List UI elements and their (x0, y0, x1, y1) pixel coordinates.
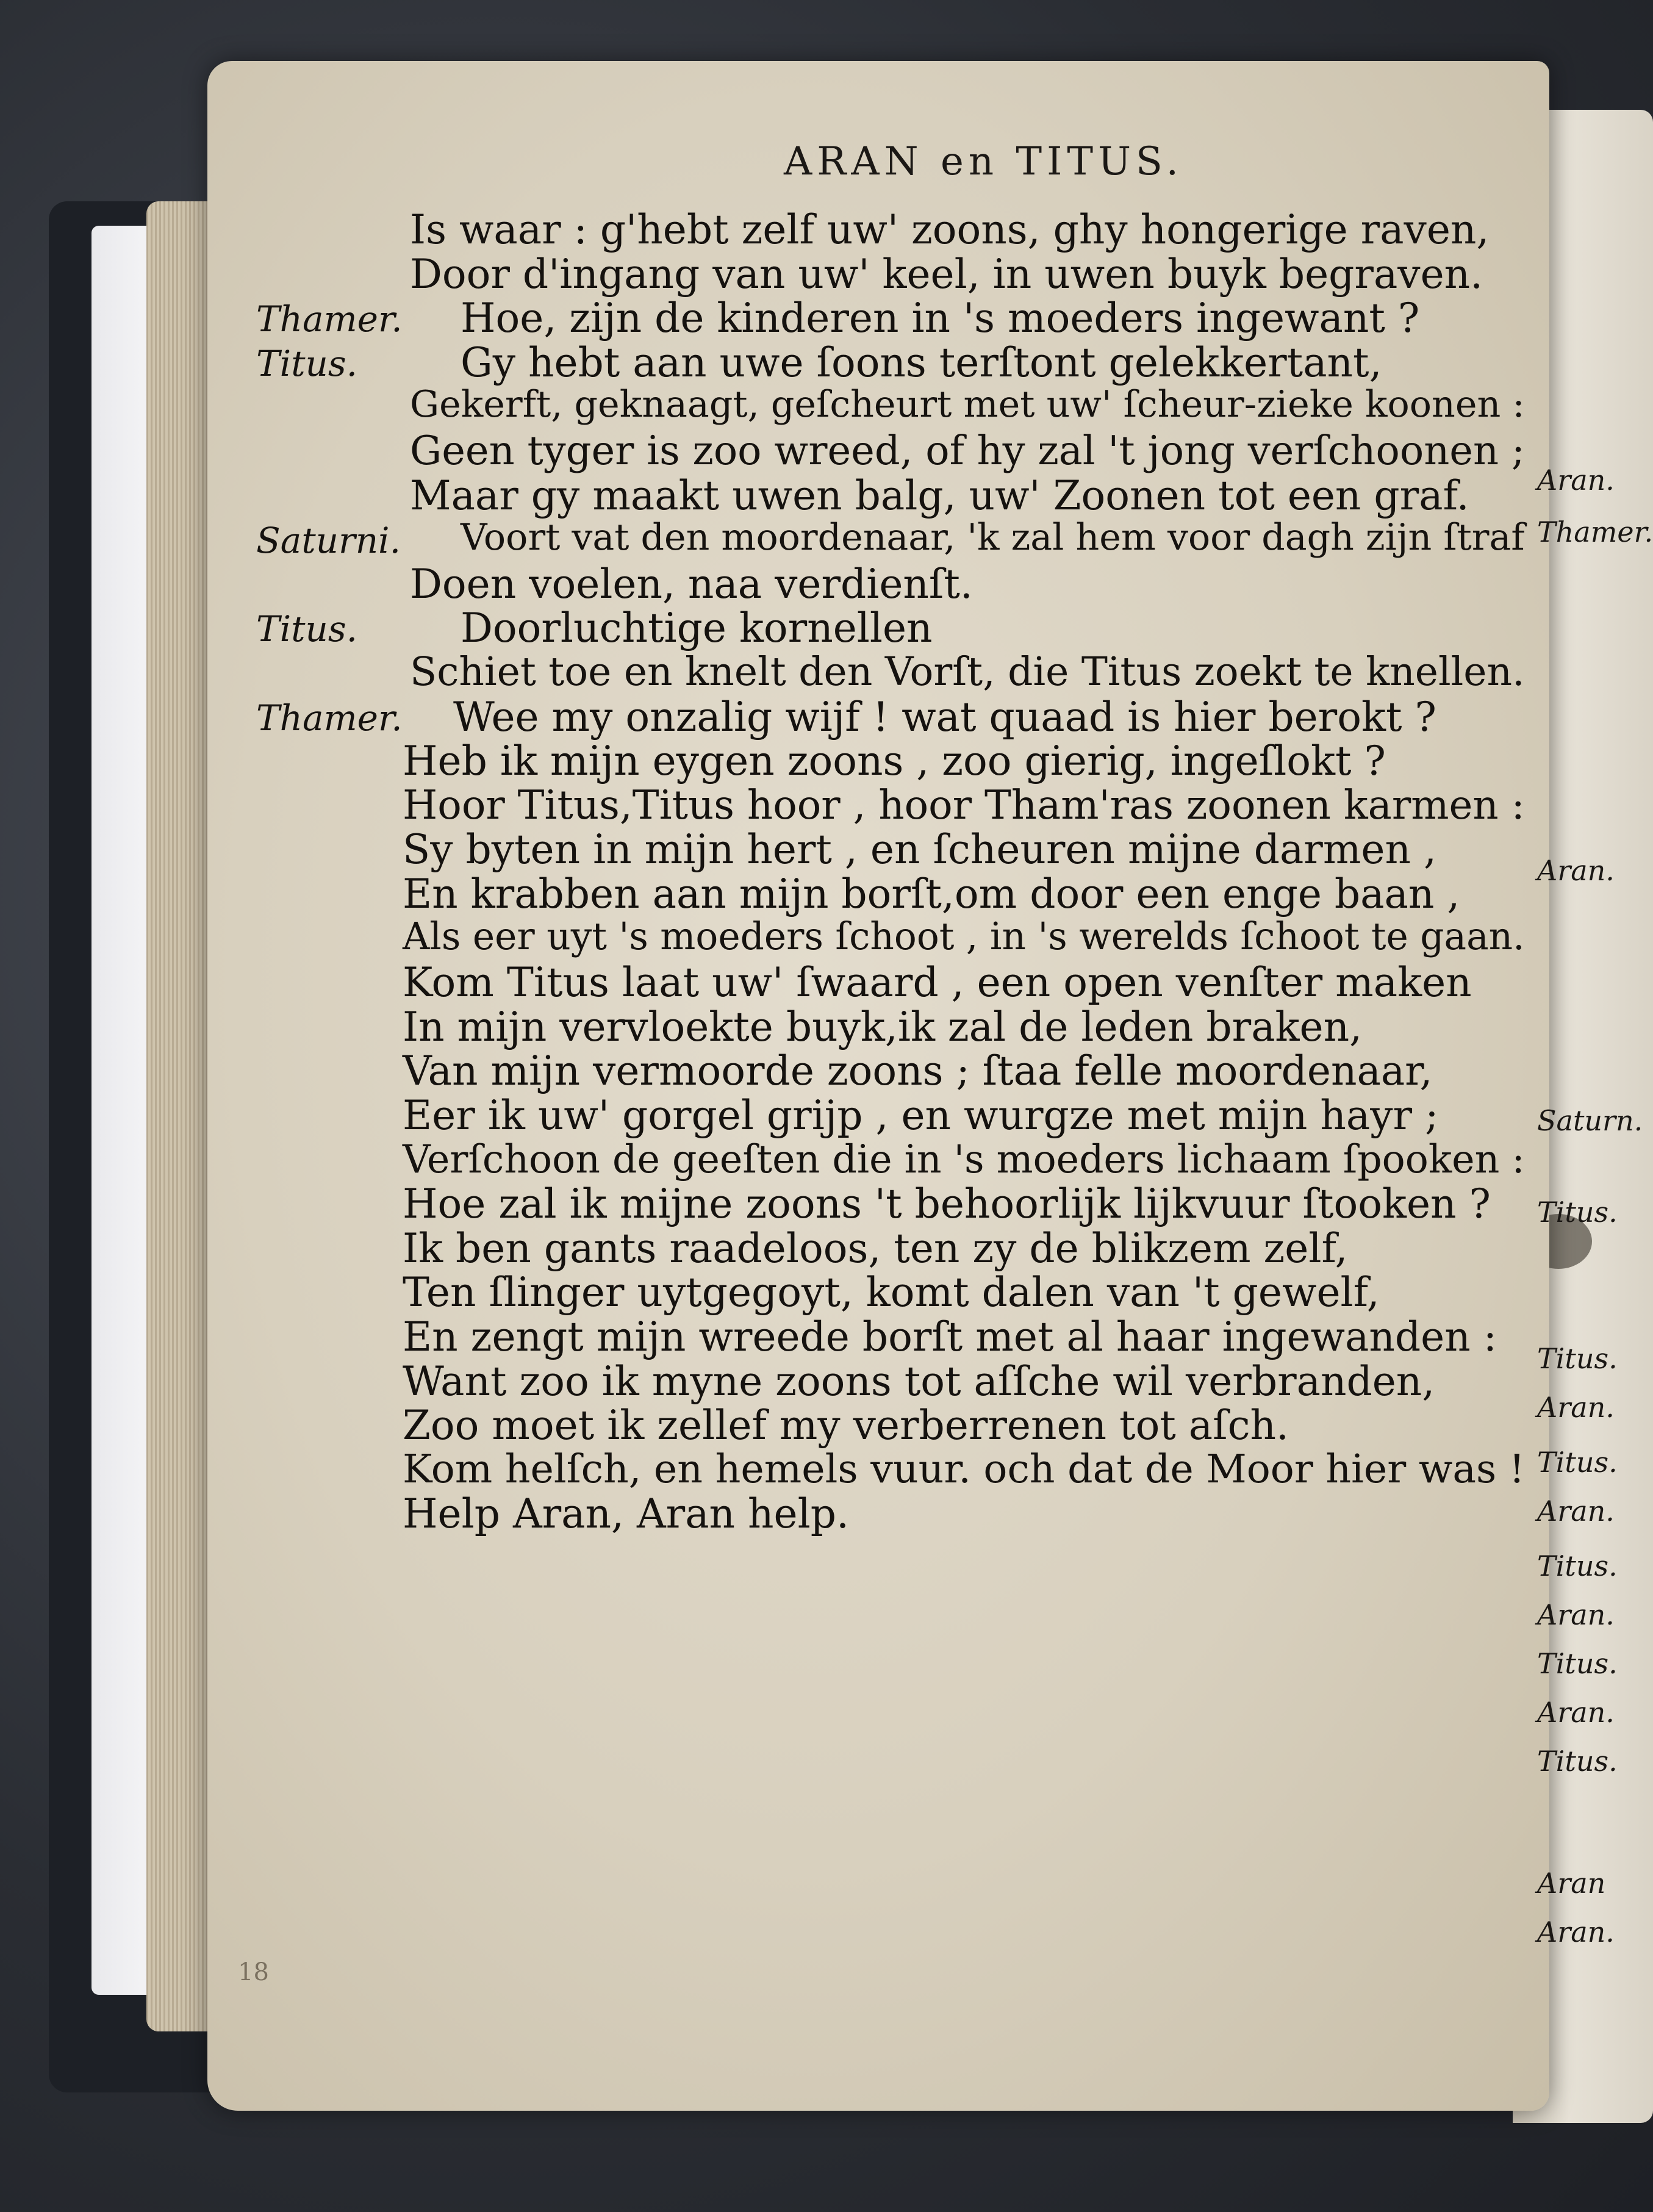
verse-line: Ik ben gants raadeloos, ten zy de blikzem zelf, (403, 1224, 1348, 1272)
speaker-label: Thamer. (256, 298, 403, 340)
next-page-label: Titus. (1537, 1446, 1618, 1479)
next-page-label: Aran (1537, 1867, 1606, 1900)
verse-line: Doen voelen, naa verdienſt. (410, 560, 973, 608)
verse-line: Sy byten in mijn hert , en ſcheuren mijne darmen , (403, 826, 1436, 874)
verse-line: Want zoo ik myne zoons tot aſſche wil verbranden, (403, 1357, 1435, 1405)
next-page-label: Titus. (1537, 1196, 1618, 1229)
verse-line: Door d'ingang van uw' keel, in uwen buyk begraven. (410, 250, 1483, 298)
verse-line: Ten ſlinger uytgegoyt, komt dalen van 't gewelf, (403, 1269, 1380, 1316)
verse-line: Maar gy maakt uwen balg, uw' Zoonen tot een graf. (410, 472, 1469, 519)
next-page-label: Titus. (1537, 1342, 1618, 1375)
verse-line: En zengt mijn wreede borſt met al haar ingewanden : (403, 1313, 1497, 1360)
next-page-label: Aran. (1537, 1598, 1615, 1631)
verse-line: Is waar : g'hebt zelf uw' zoons, ghy hongerige raven, (410, 206, 1490, 253)
next-page-label: Aran. (1537, 1696, 1615, 1729)
speaker-label: Thamer. (256, 697, 403, 739)
next-page-label: Titus. (1537, 1647, 1618, 1680)
verse-line: Hoe, zijn de kinderen in 's moeders ingewant ? (461, 295, 1420, 342)
verse-line: Zoo moet ik zellef my verberrenen tot aſch. (403, 1402, 1289, 1449)
verse-line: In mijn vervloekte buyk,ik zal de leden braken, (403, 1003, 1363, 1050)
verse-line: Gy hebt aan uwe ſoons terſtont gelekkertant, (461, 339, 1382, 386)
next-page-label: Aran. (1537, 1916, 1615, 1948)
next-page-label: Aran. (1537, 1495, 1615, 1528)
running-head: ARAN en TITUS. (784, 139, 1183, 184)
verse-line: Wee my onzalig wijf ! wat quaad is hier berokt ? (453, 693, 1436, 741)
verse-line: Verſchoon de geeſten die in 's moeders lichaam ſpooken : (403, 1136, 1525, 1182)
verse-line: Schiet toe en knelt den Vorſt, die Titus zoekt te knellen. (410, 649, 1525, 695)
verse-line: Hoor Titus,Titus hoor , hoor Tham'ras zoonen karmen : (403, 781, 1525, 828)
verse-line: Van mijn vermoorde zoons ; ſtaa felle moordenaar, (403, 1047, 1433, 1095)
verse-line: Doorluchtige kornellen (461, 605, 933, 652)
verse-line: Als eer uyt 's moeders ſchoot , in 's werelds ſchoot te gaan. (403, 914, 1525, 958)
next-page-label: Aran. (1537, 464, 1615, 497)
speaker-label: Titus. (256, 608, 358, 650)
next-page-label: Aran. (1537, 854, 1615, 887)
speaker-label: Saturni. (256, 520, 401, 562)
verse-line: Hoe zal ik mijne zoons 't behoorlijk lijkvuur ſtooken ? (403, 1180, 1491, 1228)
verse-line: En krabben aan mijn borſt,om door een enge baan , (403, 871, 1460, 917)
next-page-label: Titus. (1537, 1745, 1618, 1778)
verse-line: Kom Titus laat uw' ſwaard , een open venſter maken (403, 959, 1472, 1007)
verse-line: Heb ik mijn eygen zoons , zoo gierig, ingeſlokt ? (403, 738, 1386, 785)
next-page-label: Thamer. (1537, 515, 1653, 548)
next-page-label: Aran. (1537, 1391, 1615, 1424)
verse-line: Voort vat den moordenaar, 'k zal hem voor dagh zijn ſtraf (461, 516, 1525, 559)
verse-line: Kom helſch, en hemels vuur. och dat de Moor hier was ! (403, 1446, 1525, 1492)
verse-line: Eer ik uw' gorgel grijp , en wurgze met mijn hayr ; (403, 1092, 1439, 1139)
next-page-label: Saturn. (1537, 1104, 1643, 1137)
verse-line: Gekerft, geknaagt, geſcheurt met uw' ſcheur-zieke koonen : (410, 383, 1525, 426)
verse-line: Help Aran, Aran help. (403, 1490, 849, 1538)
page-mark: 18 (238, 1958, 269, 1986)
verse-line: Geen tyger is zoo wreed, of hy zal 't jong verſchoonen ; (410, 428, 1525, 474)
next-page-label: Titus. (1537, 1549, 1618, 1582)
speaker-label: Titus. (256, 342, 358, 384)
